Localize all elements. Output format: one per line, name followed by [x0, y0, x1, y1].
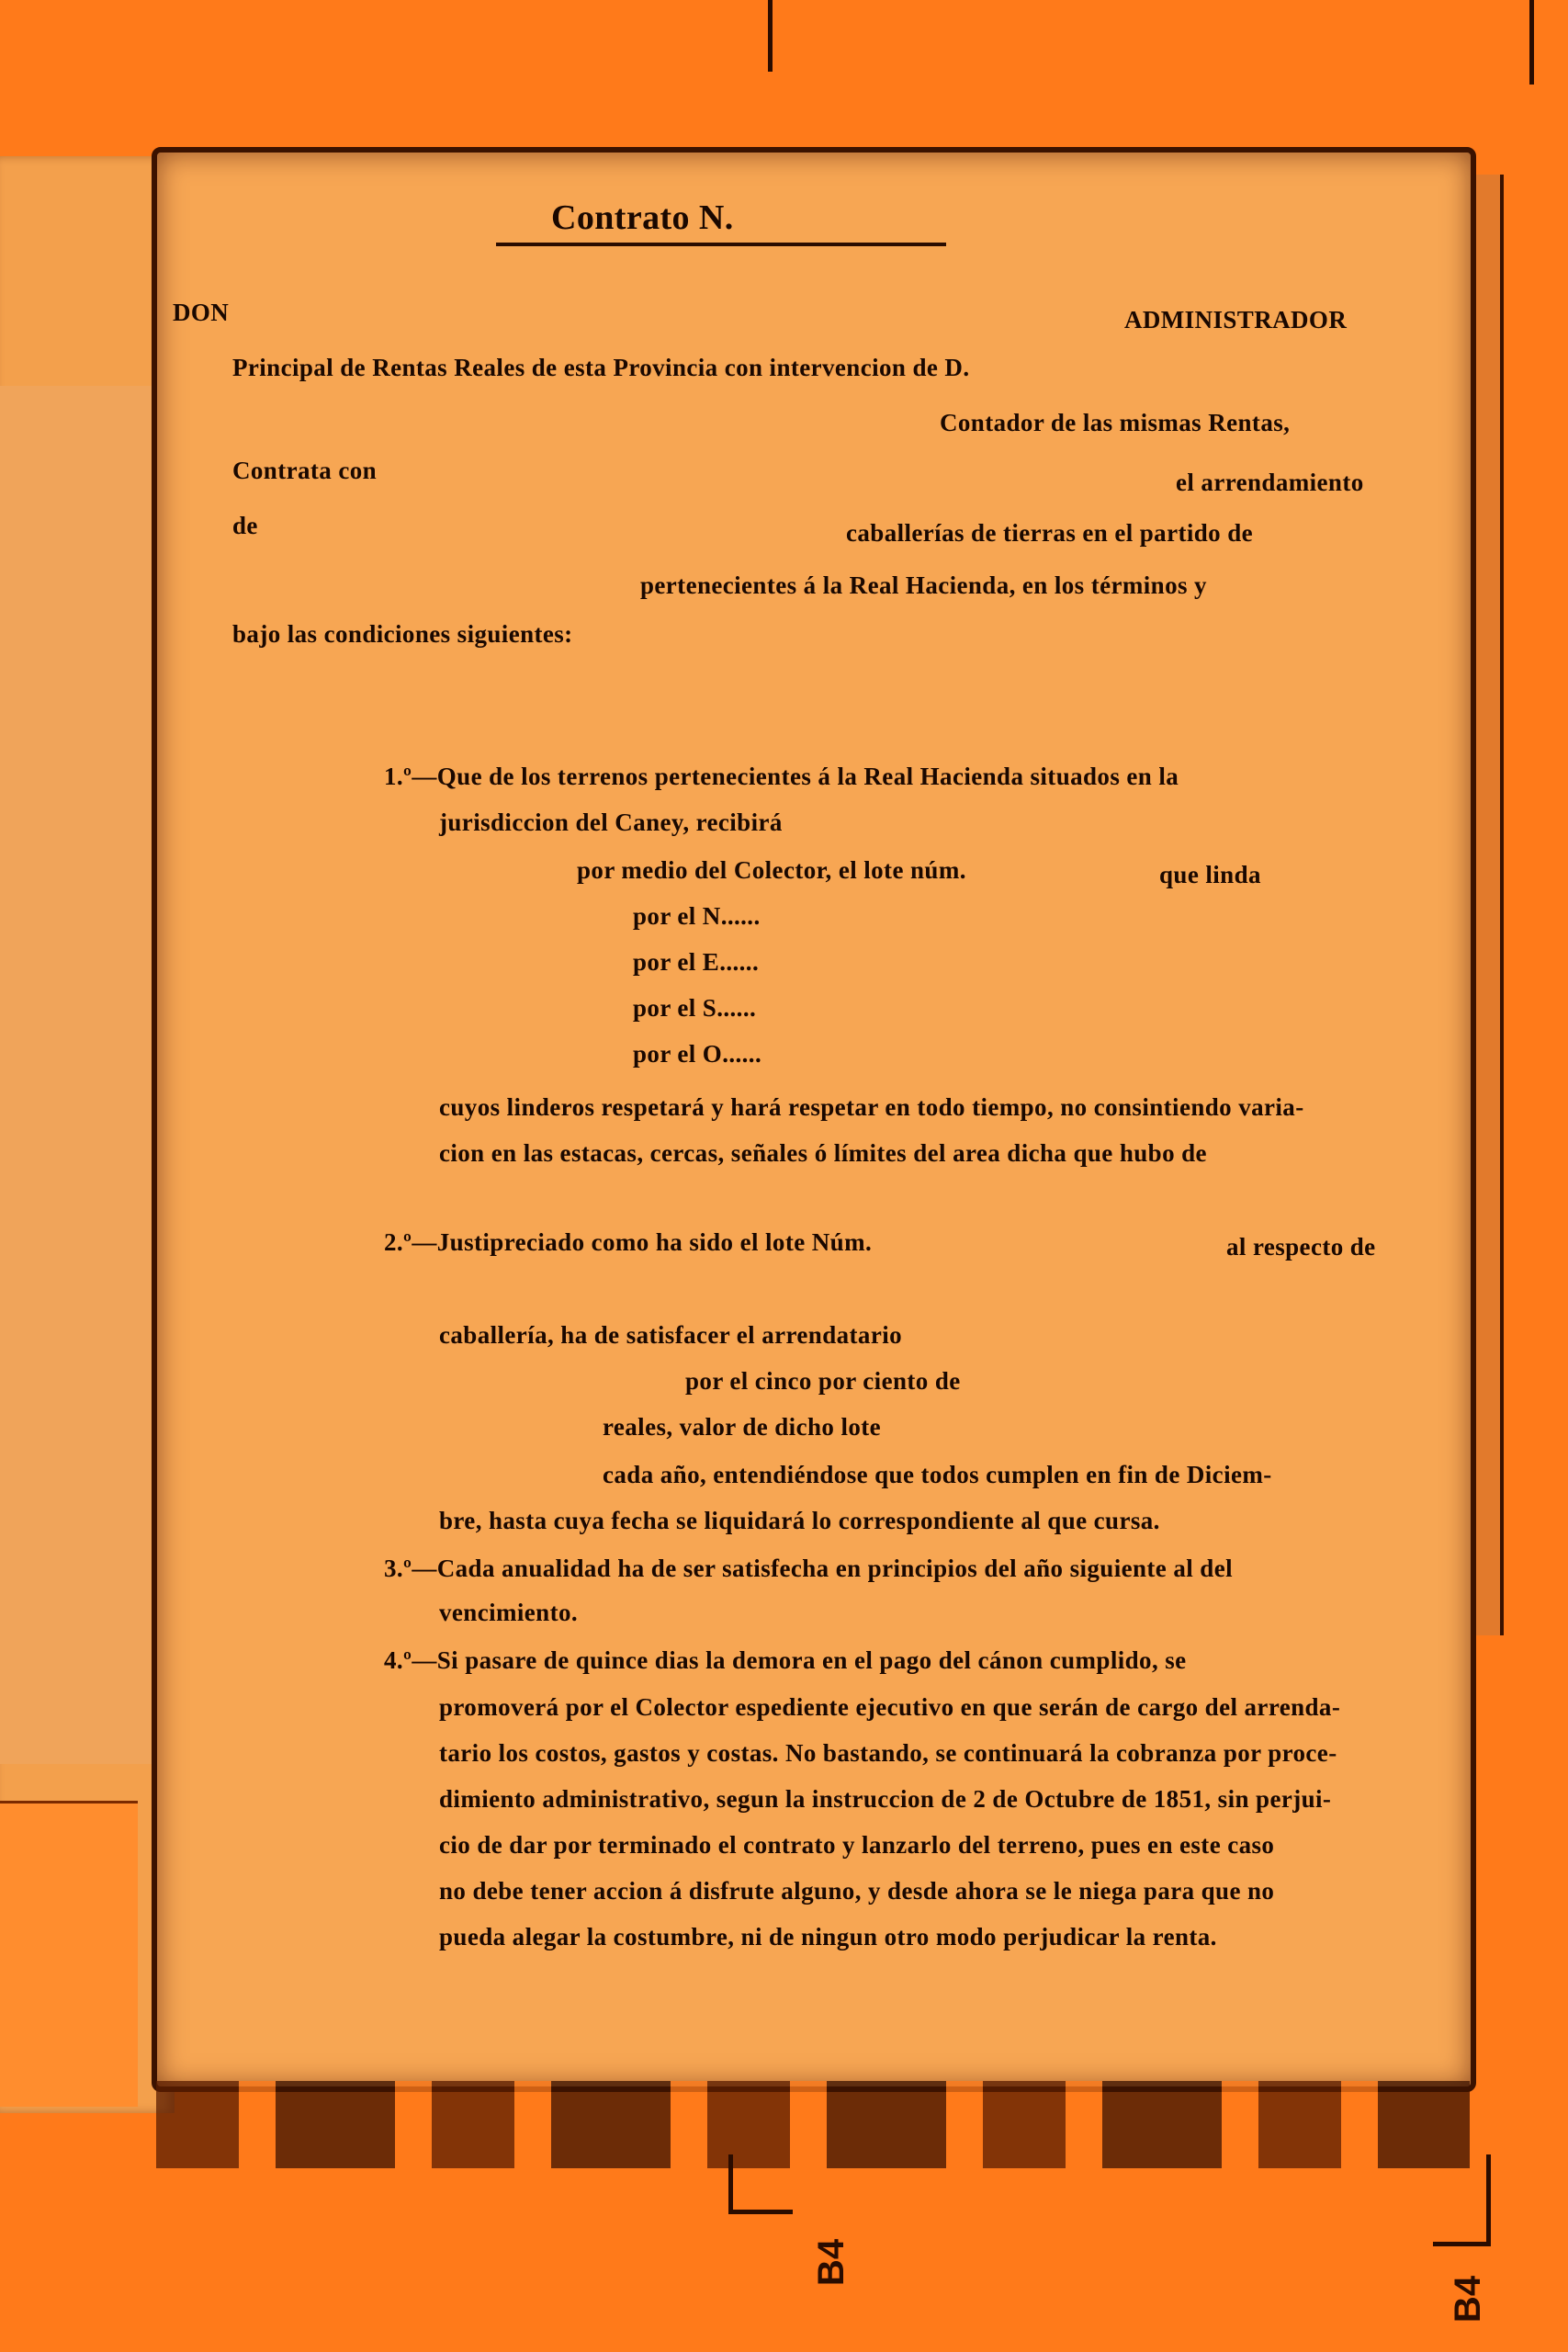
- crop-mark-bottom-right-h: [1433, 2242, 1491, 2246]
- crop-mark-bottom-left: [728, 2154, 733, 2214]
- clause-2-line-1b: al respecto de: [1226, 1233, 1376, 1261]
- clause-4-line-6: no debe tener accion á disfrute alguno, y desde ahora se le niega para que no: [439, 1877, 1275, 1905]
- clause-4-line-7: pueda alegar la costumbre, ni de ningun otro modo perjudicar la renta.: [439, 1923, 1217, 1951]
- clause-2-line-1a: 2.º—Justipreciado como ha sido el lote Núm.: [384, 1228, 873, 1256]
- clause-4-line-5: cio de dar por terminado el contrato y lanzarlo del terreno, pues en este caso: [439, 1831, 1275, 1859]
- header-de: de: [232, 512, 258, 539]
- clause-2-line-4: reales, valor de dicho lote: [603, 1413, 882, 1441]
- crop-mark-top-right: [1529, 0, 1534, 85]
- clause-1-line-3a: por medio del Colector, el lote núm.: [577, 856, 966, 884]
- clause-2-line-6: bre, hasta cuya fecha se liquidará lo correspondiente al que cursa.: [439, 1507, 1160, 1534]
- crop-mark-bottom-right: [1486, 2154, 1491, 2246]
- clause-4-line-3: tario los costos, gastos y costas. No bastando, se continuará la cobranza por proce-: [439, 1739, 1337, 1767]
- header-caballerias: caballerías de tierras en el partido de: [846, 519, 1254, 547]
- clause-2-line-5: cada año, entendiéndose que todos cumplen en fin de Diciem-: [603, 1461, 1272, 1488]
- torn-bottom-edge: [156, 2081, 1470, 2168]
- crop-mark-top: [768, 0, 773, 72]
- title-rule: [496, 243, 946, 246]
- crop-mark-bottom-left-h: [728, 2210, 793, 2214]
- header-bajo: bajo las condiciones siguientes:: [232, 620, 573, 648]
- clause-3-line-1: 3.º—Cada anualidad ha de ser satisfecha en principios del año siguiente al del: [384, 1555, 1233, 1582]
- header-don: DON: [173, 299, 230, 326]
- header-line-1: Principal de Rentas Reales de esta Provincia con intervencion de D.: [232, 354, 970, 381]
- clause-1-line-3b: que linda: [1159, 861, 1261, 888]
- clause-4-line-1: 4.º—Si pasare de quince dias la demora en el pago del cánon cumplido, se: [384, 1646, 1187, 1674]
- clause-4-line-4: dimiento administrativo, segun la instruccion de 2 de Octubre de 1851, sin perjui-: [439, 1785, 1332, 1813]
- header-pertenecientes: pertenecientes á la Real Hacienda, en los términos y: [640, 571, 1207, 599]
- clause-1-line-9: cion en las estacas, cercas, señales ó límites del area dicha que hubo de: [439, 1139, 1207, 1167]
- marker-label-left: B4: [811, 2238, 852, 2287]
- clause-1-east: por el E......: [633, 948, 760, 976]
- marker-label-right: B4: [1448, 2275, 1489, 2324]
- header-arrendamiento: el arrendamiento: [1176, 469, 1364, 496]
- clause-1-north: por el N......: [633, 902, 761, 930]
- header-line-2: Contador de las mismas Rentas,: [940, 409, 1291, 436]
- clause-1-line-2: jurisdiccion del Caney, recibirá: [439, 808, 783, 836]
- header-administrador: ADMINISTRADOR: [1124, 306, 1348, 334]
- clause-1-line-1: 1.º—Que de los terrenos pertenecientes á la Real Hacienda situados en la: [384, 763, 1179, 790]
- clause-1-south: por el S......: [633, 994, 757, 1022]
- left-page-lower-fragment: [0, 1801, 138, 2107]
- left-page-fragment: [0, 386, 168, 1764]
- clause-2-line-3: por el cinco por ciento de: [685, 1367, 961, 1395]
- clause-1-west: por el O......: [633, 1040, 762, 1068]
- page-title: Contrato N.: [551, 198, 734, 237]
- clause-2-line-2: caballería, ha de satisfacer el arrendatario: [439, 1321, 903, 1349]
- header-contrata-con: Contrata con: [232, 457, 378, 484]
- clause-4-line-2: promoverá por el Colector espediente ejecutivo en que serán de cargo del arrenda-: [439, 1693, 1341, 1721]
- clause-3-line-2: vencimiento.: [439, 1599, 579, 1626]
- clause-1-line-8: cuyos linderos respetará y hará respetar en todo tiempo, no consintiendo varia-: [439, 1093, 1304, 1121]
